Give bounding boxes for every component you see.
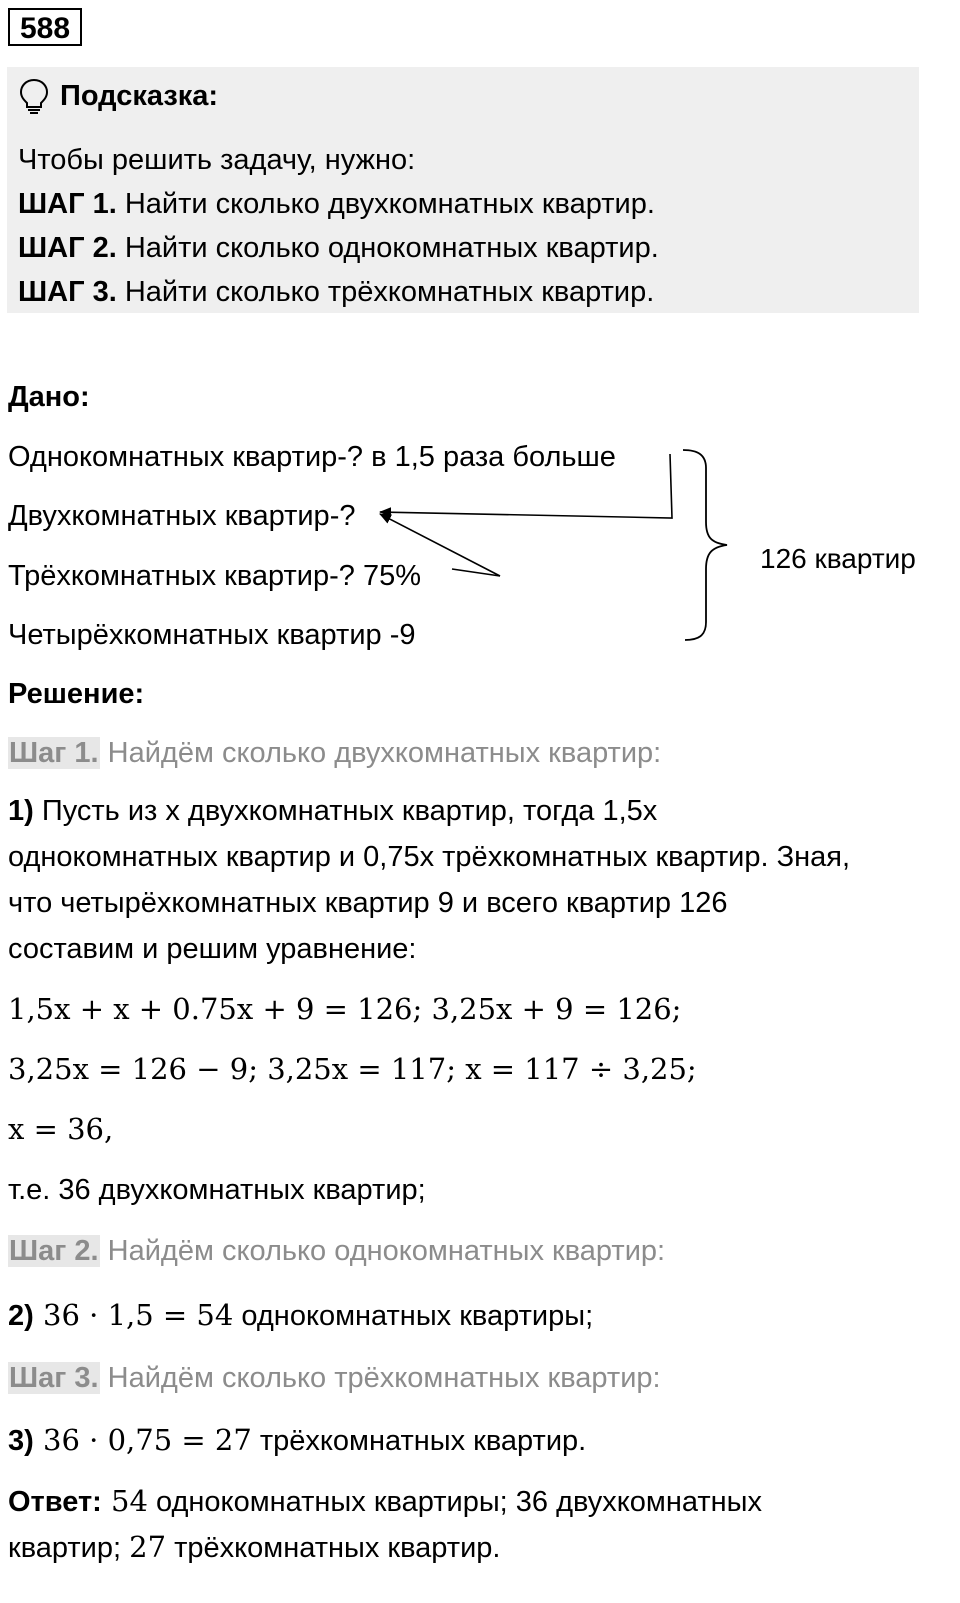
step-label: Шаг 3. (9, 1362, 99, 1394)
item-text: трёхкомнатных квартир. (251, 1425, 587, 1457)
item-3 (8, 1423, 586, 1458)
arrow-one-to-two (380, 454, 672, 518)
right-brace-icon (683, 450, 727, 640)
equation-3: x = 36, (8, 1112, 114, 1146)
given-line-1: Однокомнатных квартир-? в 1,5 раза больше (8, 441, 616, 473)
hint-step-label: ШАГ 1. (18, 188, 117, 220)
solution-step-1-header (8, 736, 661, 770)
result-1: т.е. 36 двухкомнатных квартир; (8, 1174, 426, 1206)
arrow-three-to-two (380, 514, 500, 576)
step-label: Шаг 1. (9, 737, 99, 769)
problem-number: 588 (8, 8, 82, 46)
solution-step-2-header (8, 1234, 665, 1268)
given-total: 126 квартир (760, 543, 916, 574)
answer-text: квартир; (8, 1532, 130, 1564)
answer-math: 27 (129, 1530, 167, 1564)
hint-step-label: ШАГ 2. (18, 232, 117, 264)
item-math: 36 · 1,5 = 54 (33, 1298, 234, 1332)
answer-label: Ответ: (8, 1486, 102, 1518)
answer-math: 54 (101, 1484, 148, 1518)
hint-step-label: ШАГ 3. (18, 276, 117, 308)
item-text: Пусть из x двухкомнатных квартир, тогда 1,5x (33, 795, 658, 827)
item-number: 3) (8, 1425, 34, 1457)
answer-line-2 (8, 1530, 500, 1565)
equation-2: 3,25x = 126 − 9; 3,25x = 117; x = 117 ÷ 3,25; (8, 1052, 697, 1086)
solution-title: Решение: (8, 678, 145, 710)
item-2 (8, 1298, 593, 1333)
step-text: Найдём сколько однокомнатных квартир: (99, 1235, 666, 1267)
step-text: Найдём сколько трёхкомнатных квартир: (99, 1362, 661, 1394)
given-line-2: Двухкомнатных квартир-? (8, 500, 356, 532)
item-text: однокомнатных квартиры; (233, 1300, 594, 1332)
given-title: Дано: (8, 381, 90, 413)
step-text: Найдём сколько двухкомнатных квартир: (99, 737, 662, 769)
item-number: 2) (8, 1300, 34, 1332)
hint-step-text: Найти сколько однокомнатных квартир. (116, 232, 659, 264)
hint-title: Подсказка: (60, 80, 219, 112)
answer-text: однокомнатных квартиры; 36 двухкомнатных (147, 1486, 763, 1518)
item-1-line-2: однокомнатных квартир и 0,75x трёхкомнатных квартир. Зная, (8, 841, 851, 873)
given-line-3: Трёхкомнатных квартир-? 75% (8, 560, 422, 592)
item-number: 1) (8, 795, 34, 827)
hint-intro: Чтобы решить задачу, нужно: (18, 144, 416, 176)
item-1-line-4: составим и решим уравнение: (8, 933, 417, 965)
given-line-4: Четырёхкомнатных квартир -9 (8, 619, 416, 651)
hint-step-text: Найти сколько двухкомнатных квартир. (116, 188, 655, 220)
item-math: 36 · 0,75 = 27 (33, 1423, 252, 1457)
equation-1: 1,5x + x + 0.75x + 9 = 126; 3,25x + 9 = 126; (8, 992, 682, 1026)
item-1-line-1 (8, 794, 657, 828)
answer-line-1 (8, 1484, 762, 1519)
hint-step-text: Найти сколько трёхкомнатных квартир. (116, 276, 655, 308)
answer-text: трёхкомнатных квартир. (166, 1532, 501, 1564)
step-label: Шаг 2. (9, 1235, 99, 1267)
solution-step-3-header (8, 1361, 661, 1395)
item-1-line-3: что четырёхкомнатных квартир 9 и всего квартир 126 (8, 887, 728, 919)
